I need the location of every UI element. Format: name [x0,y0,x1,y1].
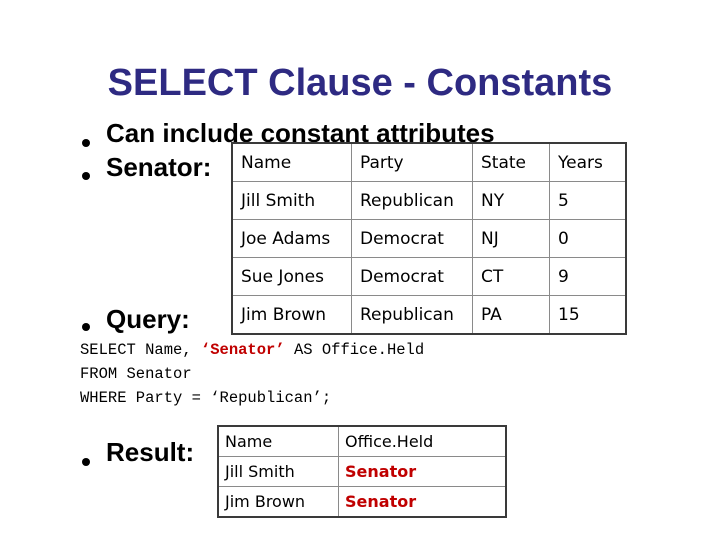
table-cell-constant: Senator [339,487,507,518]
sql-as-clause: AS Office.Held [284,341,425,359]
table-cell: 15 [550,296,627,335]
bullet-senator-label: Senator: [106,152,212,182]
table-cell: 9 [550,258,627,296]
bullet-result-label: Result: [106,437,195,467]
sql-constant-literal: ‘Senator’ [200,341,285,359]
header-cell: State [473,143,550,182]
bullet-query-label: Query: [106,304,190,334]
header-cell: Name [218,426,339,457]
table-cell: Sue Jones [232,258,352,296]
table-header-row [218,426,506,457]
table-cell: Democrat [352,258,473,296]
result-table [217,425,507,518]
sql-query-block [80,338,424,410]
table-cell: 0 [550,220,627,258]
table-row [232,296,626,335]
table-cell: PA [473,296,550,335]
table-row [218,457,506,487]
table-row [232,258,626,296]
sql-line-1 [80,338,424,362]
bullet-dot [82,458,90,466]
header-cell: Years [550,143,627,182]
table-cell: Jim Brown [218,487,339,518]
table-cell: Democrat [352,220,473,258]
table-cell: Republican [352,296,473,335]
table-cell: Jim Brown [232,296,352,335]
bullet-dot [82,172,90,180]
table-cell-constant: Senator [339,457,507,487]
slide-title: SELECT Clause - Constants [107,62,613,104]
table-row [232,220,626,258]
bullet-dot [82,323,90,331]
table-cell: Joe Adams [232,220,352,258]
sql-select-text: SELECT Name, [80,341,201,359]
table-cell: NY [473,182,550,220]
header-cell: Office.Held [339,426,507,457]
table-row [232,182,626,220]
table-cell: 5 [550,182,627,220]
header-cell: Party [352,143,473,182]
table-cell: Jill Smith [218,457,339,487]
senator-table [231,142,627,335]
bullet-constant-attributes: Can include constant attributes [106,118,495,148]
table-cell: Republican [352,182,473,220]
sql-line-2: FROM Senator [80,365,192,383]
bullet-dot [82,139,90,147]
header-cell: Name [232,143,352,182]
sql-line-3: WHERE Party = ‘Republican’; [80,389,332,407]
table-cell: NJ [473,220,550,258]
table-cell: CT [473,258,550,296]
table-cell: Jill Smith [232,182,352,220]
table-header-row [232,143,626,182]
table-row [218,487,506,518]
